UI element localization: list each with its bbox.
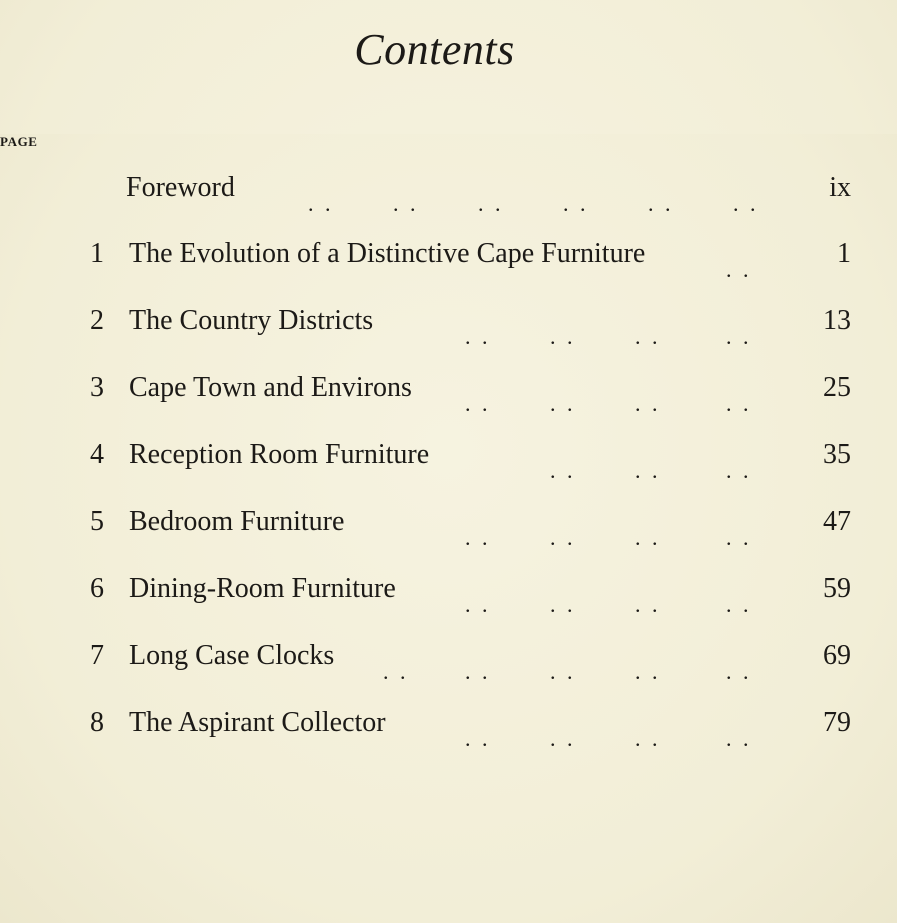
dot-leader <box>0 573 897 617</box>
chapter-title: The Country Districts <box>129 305 374 336</box>
chapter-number: 8 <box>90 707 104 738</box>
leader-dots: . . <box>550 592 576 617</box>
page-number: 13 <box>823 305 851 336</box>
leader-dots: . . <box>733 191 759 216</box>
chapter-number: 1 <box>90 238 104 269</box>
leader-dots: . . <box>563 191 589 216</box>
page-number: 25 <box>823 372 851 403</box>
dot-leader <box>0 172 897 216</box>
leader-dots: . . <box>465 592 491 617</box>
leader-dots: . . <box>550 726 576 751</box>
leader-dots: . . <box>635 726 661 751</box>
dot-leader <box>0 506 897 550</box>
leader-dots: . . <box>726 257 752 282</box>
leader-dots: . . <box>465 659 491 684</box>
leader-dots: . . <box>383 659 409 684</box>
dot-leader <box>0 238 897 282</box>
leader-dots: . . <box>635 525 661 550</box>
contents-entry <box>0 506 897 550</box>
chapter-number: 7 <box>90 640 104 671</box>
leader-dots: . . <box>550 324 576 349</box>
dot-leader <box>0 439 897 483</box>
leader-dots: . . <box>550 458 576 483</box>
leader-dots: . . <box>550 391 576 416</box>
dot-leader <box>0 305 897 349</box>
page-number: 79 <box>823 707 851 738</box>
leader-dots: . . <box>393 191 419 216</box>
contents-entry <box>0 238 897 282</box>
chapter-number: 6 <box>90 573 104 604</box>
leader-dots: . . <box>648 191 674 216</box>
contents-entry <box>0 573 897 617</box>
leader-dots: . . <box>726 726 752 751</box>
leader-dots: . . <box>635 659 661 684</box>
leader-dots: . . <box>635 391 661 416</box>
contents-entry <box>0 372 897 416</box>
chapter-number: 3 <box>90 372 104 403</box>
chapter-number: 2 <box>90 305 104 336</box>
dot-leader <box>0 640 897 684</box>
chapter-title: Long Case Clocks <box>129 640 335 671</box>
leader-dots: . . <box>726 659 752 684</box>
contents-entry <box>0 305 897 349</box>
chapter-title: Cape Town and Environs <box>129 372 412 403</box>
leader-dots: . . <box>635 458 661 483</box>
leader-dots: . . <box>726 592 752 617</box>
chapter-title: Foreword <box>126 172 235 203</box>
page-title: Contents <box>354 25 515 74</box>
leader-dots: . . <box>726 391 752 416</box>
page-number: 69 <box>823 640 851 671</box>
chapter-title: Dining-Room Furniture <box>129 573 396 604</box>
leader-dots: . . <box>308 191 334 216</box>
chapter-number: 5 <box>90 506 104 537</box>
leader-dots: . . <box>635 592 661 617</box>
leader-dots: . . <box>465 525 491 550</box>
leader-dots: . . <box>635 324 661 349</box>
page-number: 59 <box>823 573 851 604</box>
page-column-label: PAGE <box>0 134 897 923</box>
leader-dots: . . <box>726 324 752 349</box>
page-number: 1 <box>837 238 851 269</box>
leader-dots: . . <box>550 659 576 684</box>
leader-dots: . . <box>465 726 491 751</box>
contents-entry <box>0 640 897 684</box>
dot-leader <box>0 372 897 416</box>
leader-dots: . . <box>465 391 491 416</box>
leader-dots: . . <box>478 191 504 216</box>
chapter-title: Bedroom Furniture <box>129 506 345 537</box>
chapter-title: The Aspirant Collector <box>129 707 386 738</box>
chapter-title: Reception Room Furniture <box>129 439 430 470</box>
page-number: 47 <box>823 506 851 537</box>
dot-leader <box>0 707 897 751</box>
chapter-title: The Evolution of a Distinctive Cape Furniture <box>129 238 646 269</box>
page-number: 35 <box>823 439 851 470</box>
leader-dots: . . <box>726 525 752 550</box>
contents-entry <box>0 707 897 751</box>
contents-entry-foreword <box>0 172 897 216</box>
page-number: ix <box>829 172 851 203</box>
chapter-number: 4 <box>90 439 104 470</box>
leader-dots: . . <box>726 458 752 483</box>
leader-dots: . . <box>550 525 576 550</box>
contents-entry <box>0 439 897 483</box>
leader-dots: . . <box>465 324 491 349</box>
